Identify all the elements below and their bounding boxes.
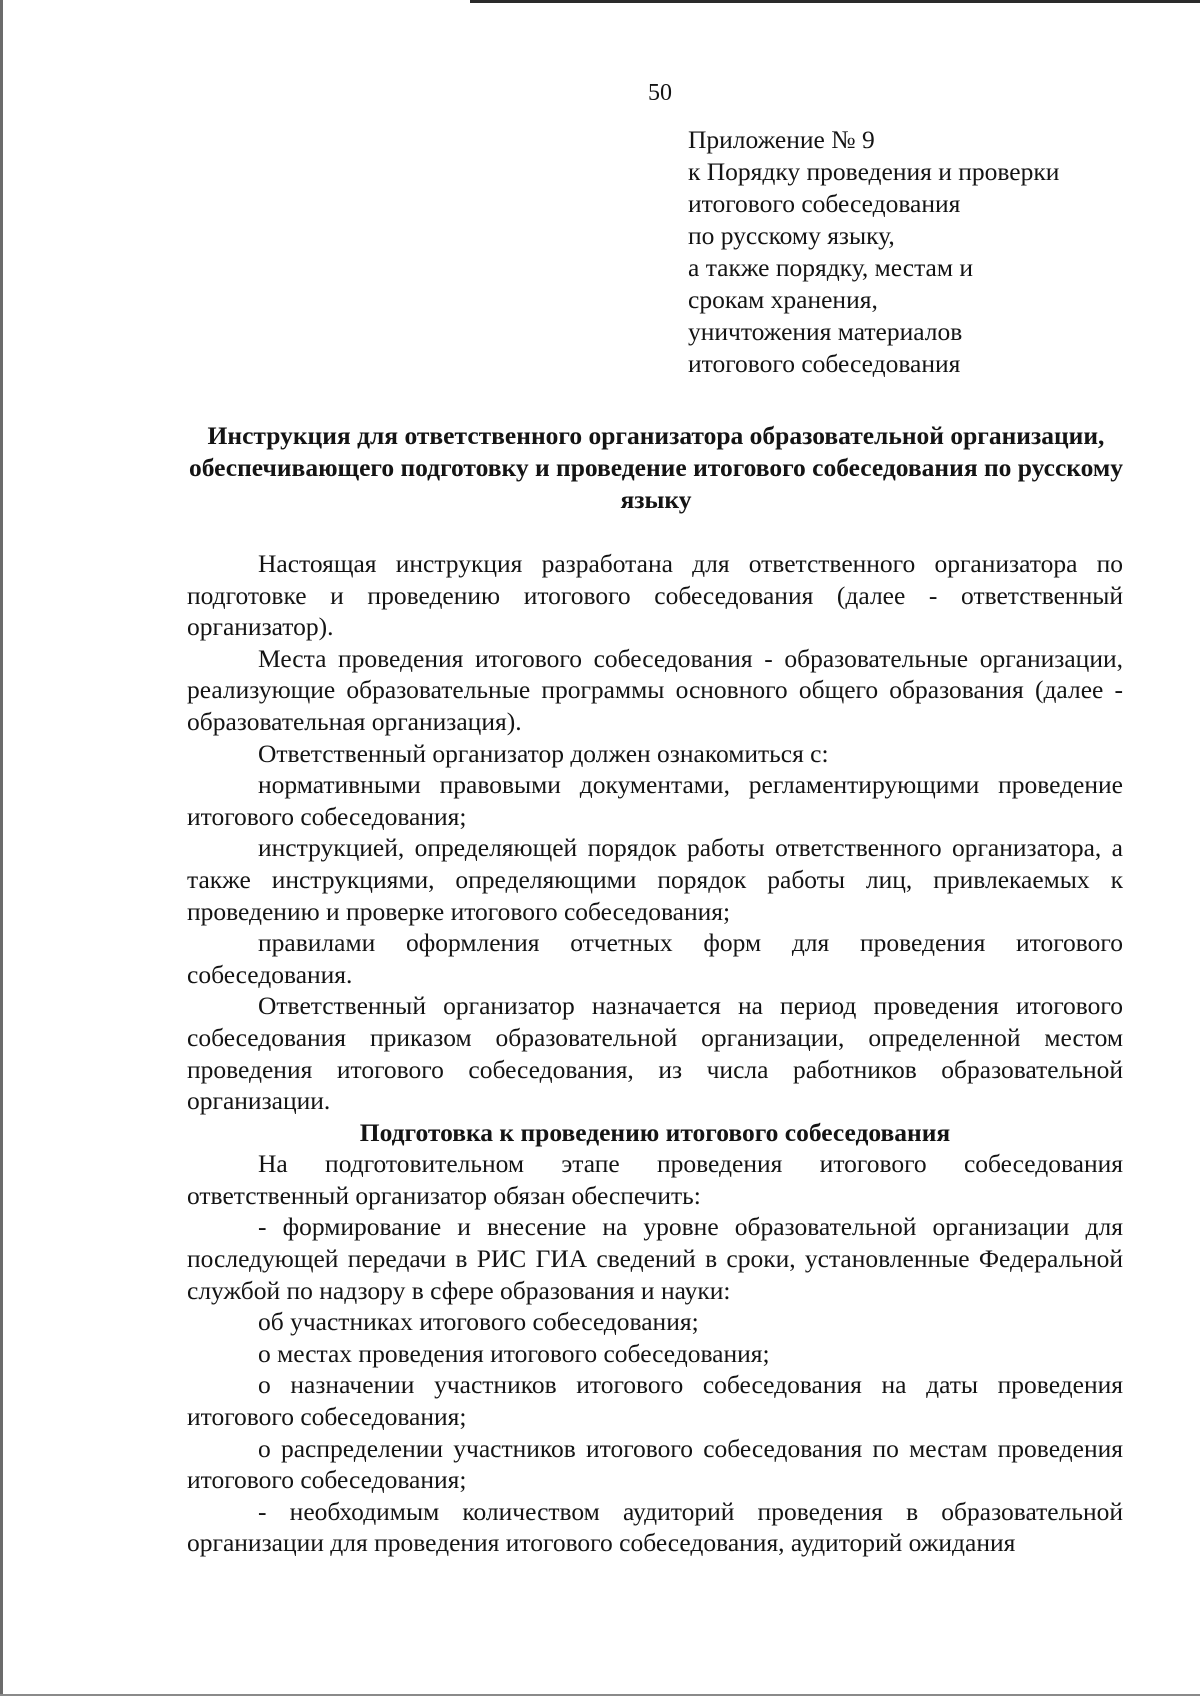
appendix-line: к Порядку проведения и проверки <box>688 157 1060 186</box>
paragraph: Места проведения итогового собеседования - образовательные организации, реализующие образовательные программы основного общего образования (далее - образовательная организация). <box>187 643 1123 736</box>
list-item: о назначении участников итогового собеседования на даты проведения итогового собеседования; <box>187 1370 1123 1432</box>
appendix-line: срокам хранения, <box>688 285 878 314</box>
list-item: о распределении участников итогового собеседования по местам проведения итогового собеседования; <box>187 1433 1123 1495</box>
paragraph: правилами оформления отчетных форм для проведения итогового собеседования. <box>187 928 1123 989</box>
paragraph: - формирование и внесение на уровне образовательной организации для последующей передачи в РИС ГИА сведений в сроки, установленные Федеральной службой по надзору в сфере образования и науки: <box>187 1212 1123 1305</box>
list-item: о местах проведения итогового собеседования; <box>258 1338 770 1368</box>
paragraph: Настоящая инструкция разработана для ответственного организатора по подготовке и проведению итогового собеседования (далее - ответственный организатор). <box>187 549 1123 642</box>
paragraph: На подготовительном этапе проведения итогового собеседования ответственный организатор обязан обеспечить: <box>187 1149 1123 1210</box>
paragraph: Ответственный организатор назначается на период проведения итогового собеседования приказом образовательной организации, определенной местом проведения итогового собеседования, из числа работников образовательной организации. <box>187 991 1123 1116</box>
section-heading: Подготовка к проведению итогового собеседования <box>359 1117 951 1147</box>
appendix-line: Приложение № 9 <box>688 125 875 154</box>
document-title: Инструкция для ответственного организатора образовательной организации, обеспечивающего подготовку и проведение итогового собеседования по русскому языку <box>188 421 1123 514</box>
list-item: об участниках итогового собеседования; <box>258 1307 699 1337</box>
page-number: 50 <box>648 80 672 106</box>
appendix-line: уничтожения материалов <box>688 317 963 346</box>
appendix-line: итогового собеседования <box>688 349 961 378</box>
appendix-line: а также порядку, местам и <box>688 253 973 282</box>
paragraph: - необходимым количеством аудиторий проведения в образовательной организации для проведения итогового собеседования, аудиторий ожидания <box>187 1496 1123 1558</box>
paragraph: нормативными правовыми документами, регламентирующими проведение итогового собеседования; <box>187 770 1123 831</box>
paragraph: инструкцией, определяющей порядок работы ответственного организатора, а также инструкциями, определяющими порядок работы лиц, привлекаемых к проведению и проверке итогового собеседования; <box>187 833 1123 926</box>
appendix-line: итогового собеседования <box>688 189 961 218</box>
appendix-line: по русскому языку, <box>688 221 895 250</box>
document-body <box>187 548 1123 1559</box>
scan-border-top <box>470 0 1200 3</box>
scan-border-left <box>0 0 3 1696</box>
paragraph: Ответственный организатор должен ознакомиться с: <box>258 738 829 768</box>
appendix-block <box>688 124 1059 380</box>
